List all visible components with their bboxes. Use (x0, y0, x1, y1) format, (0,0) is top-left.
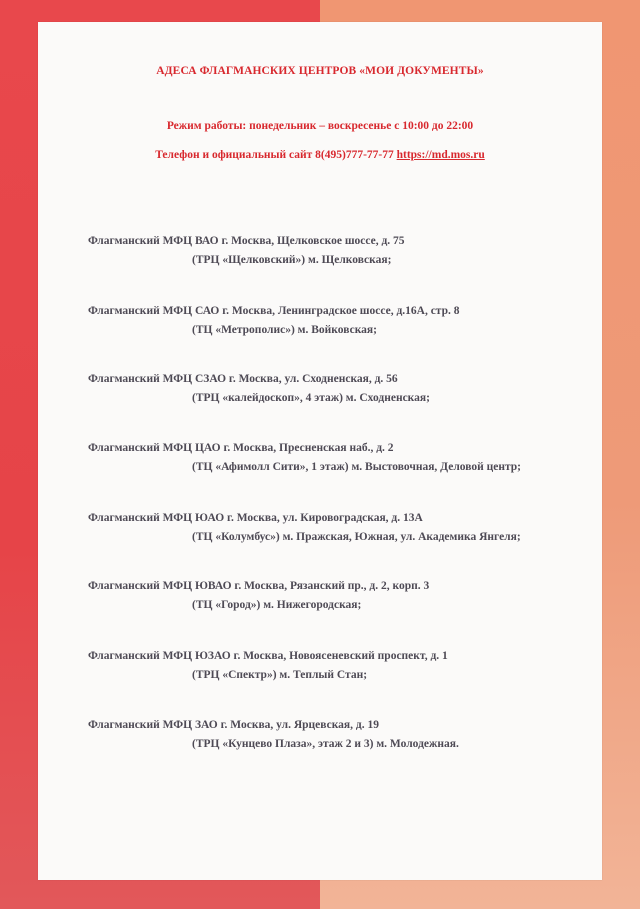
center-location: (ТЦ «Колумбус») м. Пражская, Южная, ул. Академика Янгеля; (192, 531, 521, 543)
center-location: (ТЦ «Метрополис») м. Войковская; (192, 324, 377, 336)
center-location: (ТЦ «Афимолл Сити», 1 этаж) м. Выстовочная, Деловой центр; (192, 461, 522, 473)
document-title: АДЕСА ФЛАГМАНСКИХ ЦЕНТРОВ «МОИ ДОКУМЕНТЫ» (156, 65, 484, 77)
center-location: (ТРЦ «Щелковский») м. Щелковская; (192, 254, 392, 266)
center-entry-zao (88, 716, 588, 754)
center-address: Флагманский МФЦ САО г. Москва, Ленинградское шоссе, д.16А, стр. 8 (88, 305, 460, 317)
center-entry-szao (88, 370, 588, 408)
center-entry-yuvao (88, 577, 588, 615)
center-address: Флагманский МФЦ ЮЗАО г. Москва, Новоясеневский проспект, д. 1 (88, 650, 448, 662)
phone-text: Телефон и официальный сайт 8(495)777-77-77 (155, 149, 394, 161)
center-entry-sao (88, 302, 588, 340)
center-location: (ТЦ «Город») м. Нижегородская; (192, 599, 362, 611)
contact-line (38, 149, 602, 161)
center-entry-vao (88, 232, 588, 270)
document-sheet (38, 22, 602, 880)
site-link[interactable]: https://md.mos.ru (396, 149, 485, 161)
center-address: Флагманский МФЦ ЦАО г. Москва, Пресненская наб., д. 2 (88, 442, 394, 454)
working-hours: Режим работы: понедельник – воскресенье с 10:00 до 22:00 (166, 120, 474, 132)
center-entry-yuzao (88, 647, 588, 685)
center-address: Флагманский МФЦ ЮВАО г. Москва, Рязанский пр., д. 2, корп. 3 (88, 580, 430, 592)
center-location: (ТРЦ «Спектр») м. Теплый Стан; (192, 669, 368, 681)
center-location: (ТРЦ «калейдоскоп», 4 этаж) м. Сходненская; (192, 392, 430, 404)
center-address: Флагманский МФЦ ВАО г. Москва, Щелковское шоссе, д. 75 (88, 235, 405, 247)
center-address: Флагманский МФЦ СЗАО г. Москва, ул. Сходненская, д. 56 (88, 373, 398, 385)
center-address: Флагманский МФЦ ЗАО г. Москва, ул. Ярцевская, д. 19 (88, 719, 379, 731)
center-address: Флагманский МФЦ ЮАО г. Москва, ул. Кировоградская, д. 13А (88, 512, 423, 524)
center-entry-yuao (88, 509, 588, 547)
center-entry-cao (88, 439, 588, 477)
center-location: (ТРЦ «Кунцево Плаза», этаж 2 и 3) м. Молодежная. (192, 738, 459, 750)
